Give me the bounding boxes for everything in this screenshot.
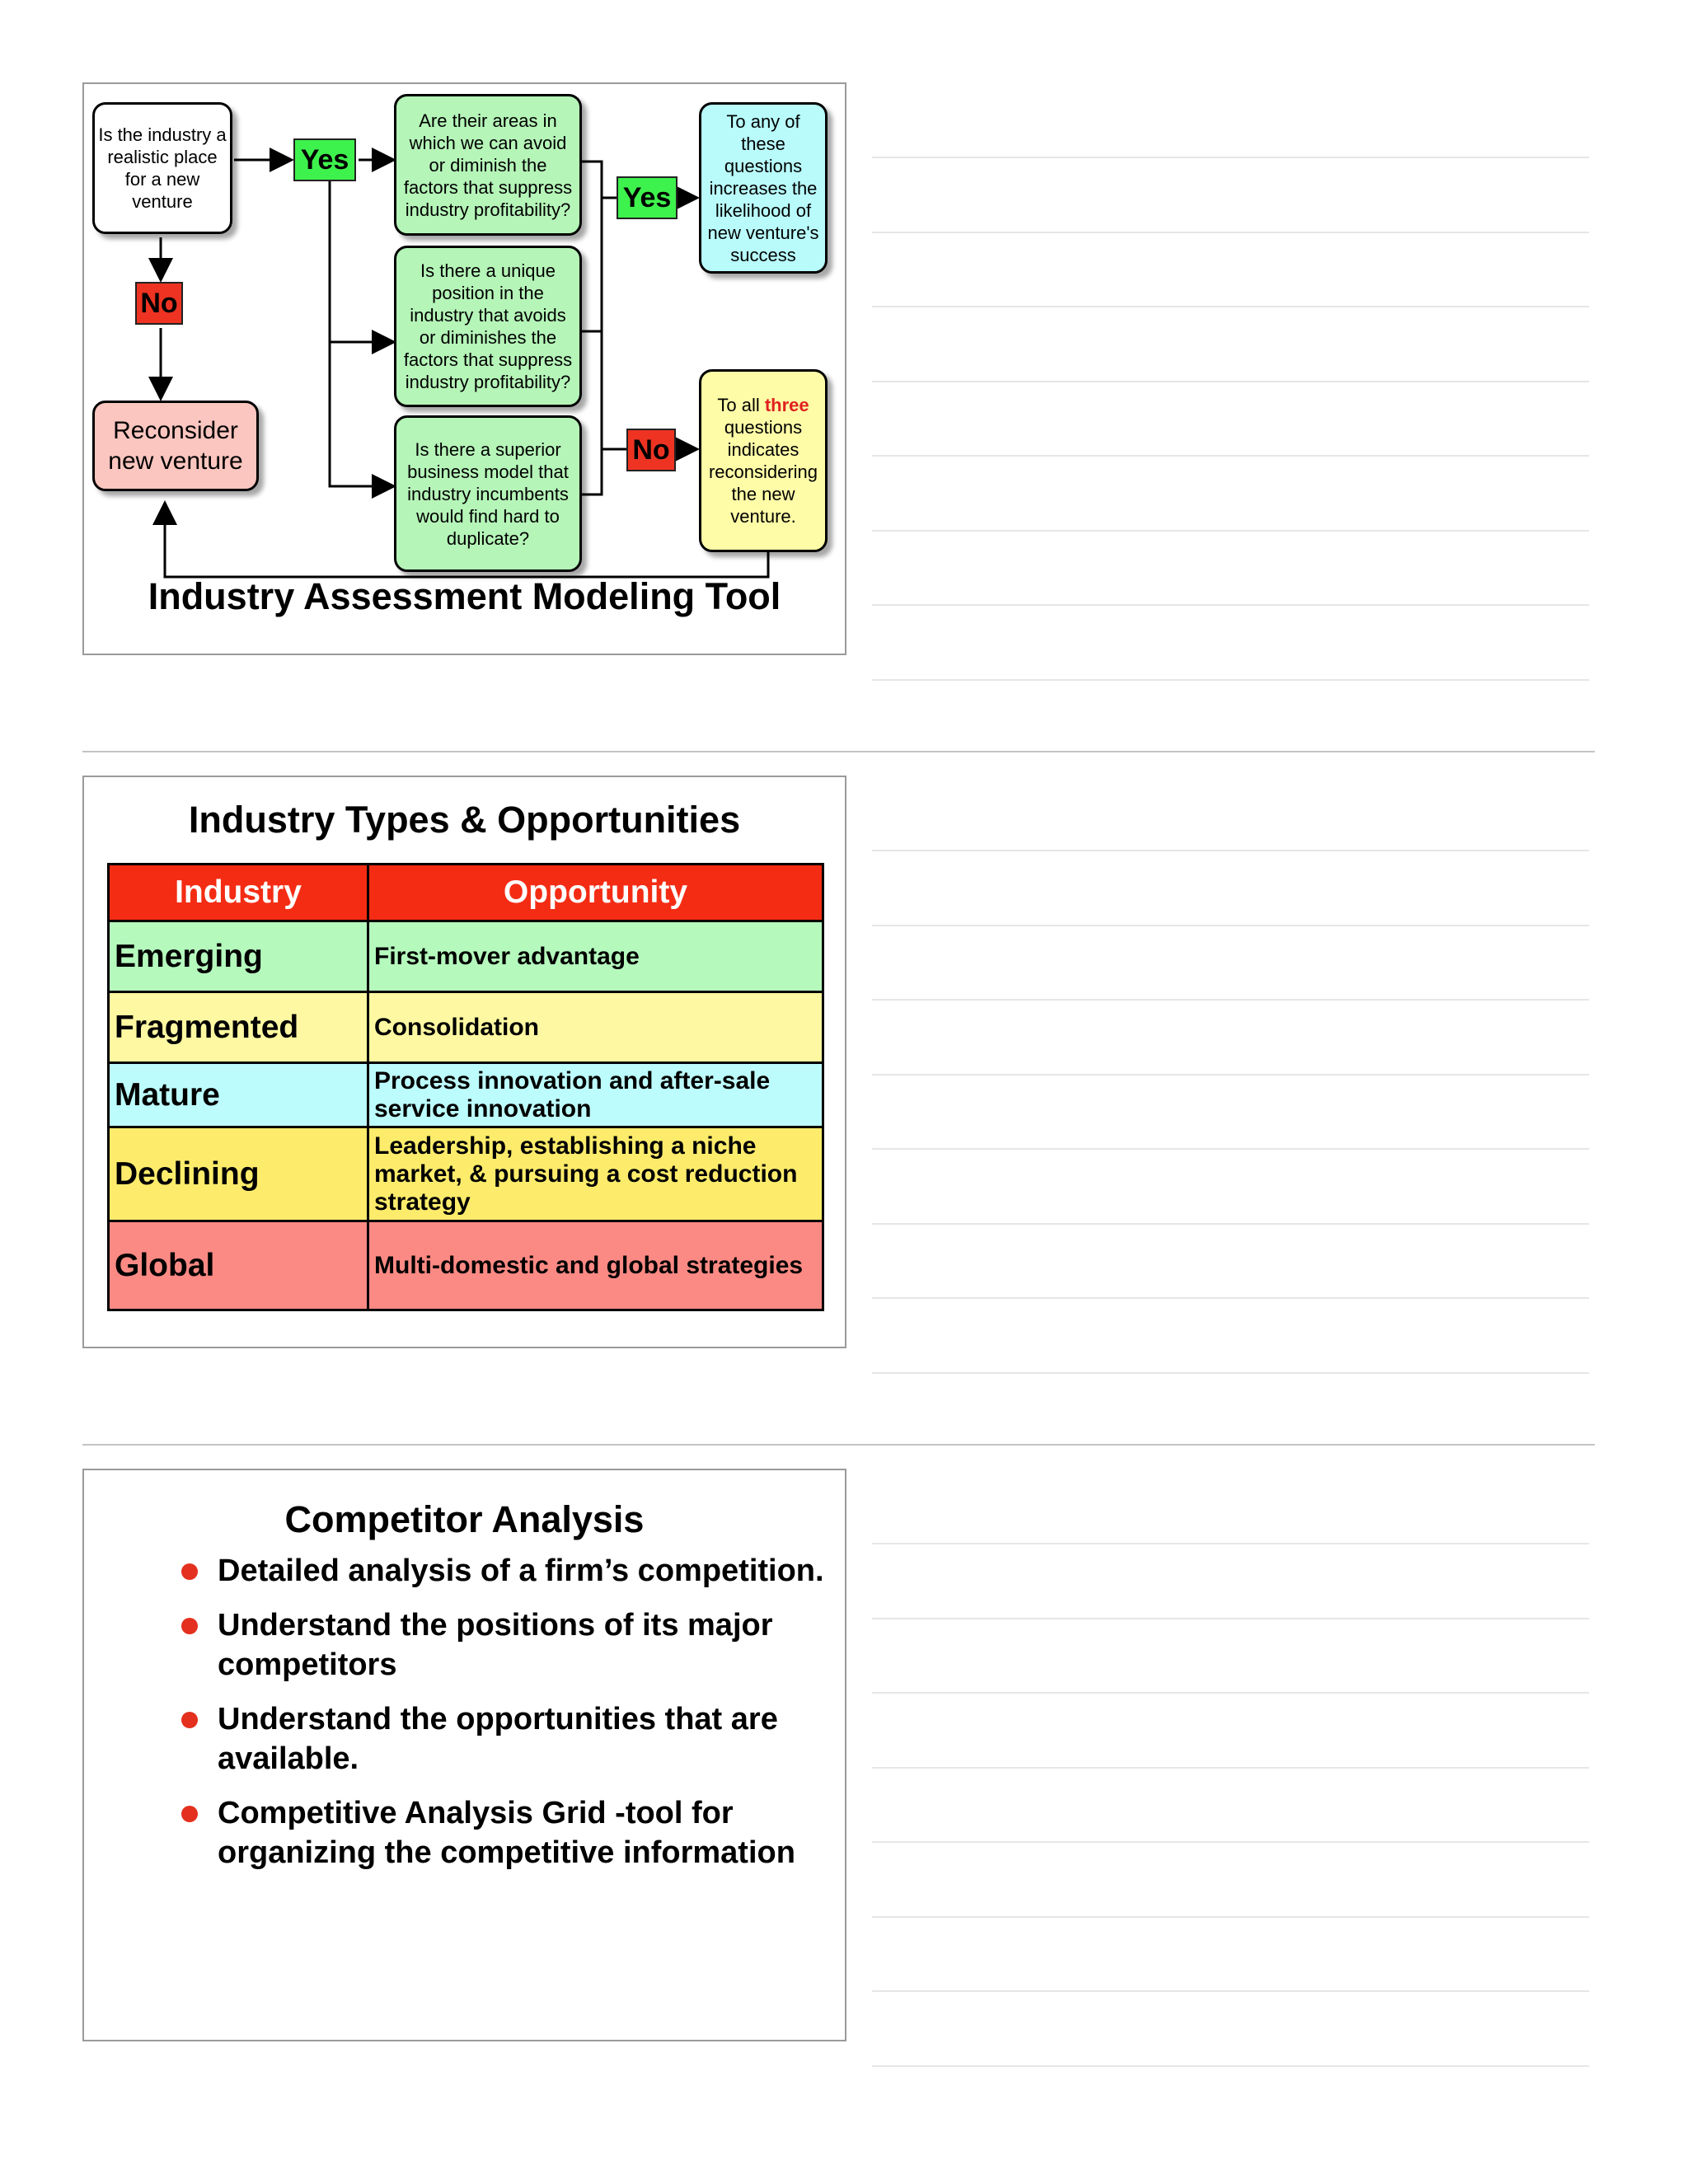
industry-types-table <box>107 863 824 1311</box>
header-opportunity: Opportunity <box>368 865 823 921</box>
slide-industry-assessment <box>82 82 846 655</box>
note-line <box>872 1767 1589 1769</box>
note-line <box>872 530 1589 532</box>
question-box-3 <box>394 415 582 572</box>
question-box-2 <box>394 246 582 407</box>
slide-separator <box>82 1444 1595 1446</box>
bullet-item <box>181 1793 824 1872</box>
opportunity-cell: Process innovation and after-sale service innovation <box>368 1063 823 1127</box>
reconsider-result-text <box>705 394 822 527</box>
bullet-dot-icon <box>181 1712 198 1728</box>
table-row <box>109 1063 823 1127</box>
note-line <box>872 1990 1589 1992</box>
note-line <box>872 999 1589 1001</box>
yes-tag <box>293 138 356 181</box>
opportunity-cell: First-mover advantage <box>368 921 823 992</box>
table-row <box>109 992 823 1063</box>
reconsider-text: Reconsider new venture <box>108 417 243 475</box>
note-line <box>872 2065 1589 2067</box>
start-question-text: Is the industry a realistic place for a new venture <box>98 124 227 212</box>
yes-tag-2 <box>617 176 678 219</box>
reconsider-result-pre: To all <box>717 395 760 415</box>
question-box-1 <box>394 94 582 236</box>
reconsider-result-highlight: three <box>764 395 809 415</box>
note-line <box>872 1618 1589 1619</box>
note-line <box>872 679 1589 681</box>
yes-label-2: Yes <box>622 181 672 213</box>
no-label-2: No <box>632 434 670 466</box>
slide-industry-types <box>82 776 846 1348</box>
bullet-item <box>181 1605 824 1685</box>
reconsider-result-box <box>699 369 828 552</box>
bullet-text: Understand the opportunities that are available. <box>218 1702 778 1776</box>
no-label: No <box>140 287 178 319</box>
table-header-row <box>109 865 823 921</box>
note-line <box>872 455 1589 457</box>
bullet-item <box>181 1551 824 1591</box>
industry-cell: Mature <box>109 1063 368 1127</box>
note-line <box>872 1074 1589 1076</box>
industry-cell: Global <box>109 1221 368 1310</box>
bullet-dot-icon <box>181 1618 198 1634</box>
table-row <box>109 921 823 992</box>
note-line <box>872 157 1589 158</box>
no-tag <box>135 282 183 325</box>
slide-title: Industry Types & Opportunities <box>188 799 741 841</box>
opportunity-cell: Consolidation <box>368 992 823 1063</box>
bullet-text: Understand the positions of its major competitors <box>218 1608 773 1682</box>
table-row <box>109 1221 823 1310</box>
reconsider-box <box>92 401 259 491</box>
slide-competitor-analysis <box>82 1469 846 2041</box>
note-line <box>872 381 1589 382</box>
bullet-text: Competitive Analysis Grid -tool for organizing the competitive information <box>218 1796 795 1870</box>
note-line <box>872 1692 1589 1694</box>
flowchart-title: Industry Assessment Modeling Tool <box>148 575 781 617</box>
bullet-dot-icon <box>181 1563 198 1580</box>
question-1-text: Are their areas in which we can avoid or diminish the factors that suppress industry profitability? <box>403 110 573 220</box>
note-line <box>872 1543 1589 1544</box>
question-2-text: Is there a unique position in the industry that avoids or diminishes the factors that suppress industry profitability? <box>403 260 573 392</box>
question-3-text: Is there a superior business model that industry incumbents would find hard to duplicate? <box>407 438 569 549</box>
slide-separator <box>82 751 1595 752</box>
reconsider-result-post: questions indicates reconsidering the new venture. <box>708 417 818 527</box>
note-line <box>872 1223 1589 1225</box>
note-line <box>872 1148 1589 1150</box>
note-line <box>872 1372 1589 1374</box>
slide-title: Competitor Analysis <box>284 1498 645 1540</box>
note-line <box>872 604 1589 606</box>
bullet-text: Detailed analysis of a firm’s competition. <box>218 1554 824 1588</box>
note-line <box>872 1297 1589 1299</box>
note-line <box>872 850 1589 851</box>
industry-cell: Fragmented <box>109 992 368 1063</box>
bullet-dot-icon <box>181 1806 198 1822</box>
note-line <box>872 1916 1589 1918</box>
no-tag-2 <box>626 429 676 471</box>
note-line <box>872 306 1589 307</box>
bullet-list <box>181 1551 824 1887</box>
note-line <box>872 232 1589 233</box>
bullet-item <box>181 1699 824 1779</box>
note-line <box>872 1841 1589 1843</box>
note-line <box>872 925 1589 926</box>
table-row <box>109 1127 823 1221</box>
start-question-box <box>92 102 232 234</box>
success-text: To any of these questions increases the likelihood of new venture's success <box>707 110 819 265</box>
opportunity-cell: Leadership, establishing a niche market, & pursuing a cost reduction strategy <box>368 1127 823 1221</box>
industry-cell: Emerging <box>109 921 368 992</box>
success-box <box>699 102 828 274</box>
header-industry: Industry <box>109 865 368 921</box>
yes-label: Yes <box>300 143 349 176</box>
industry-cell: Declining <box>109 1127 368 1221</box>
opportunity-cell: Multi-domestic and global strategies <box>368 1221 823 1310</box>
